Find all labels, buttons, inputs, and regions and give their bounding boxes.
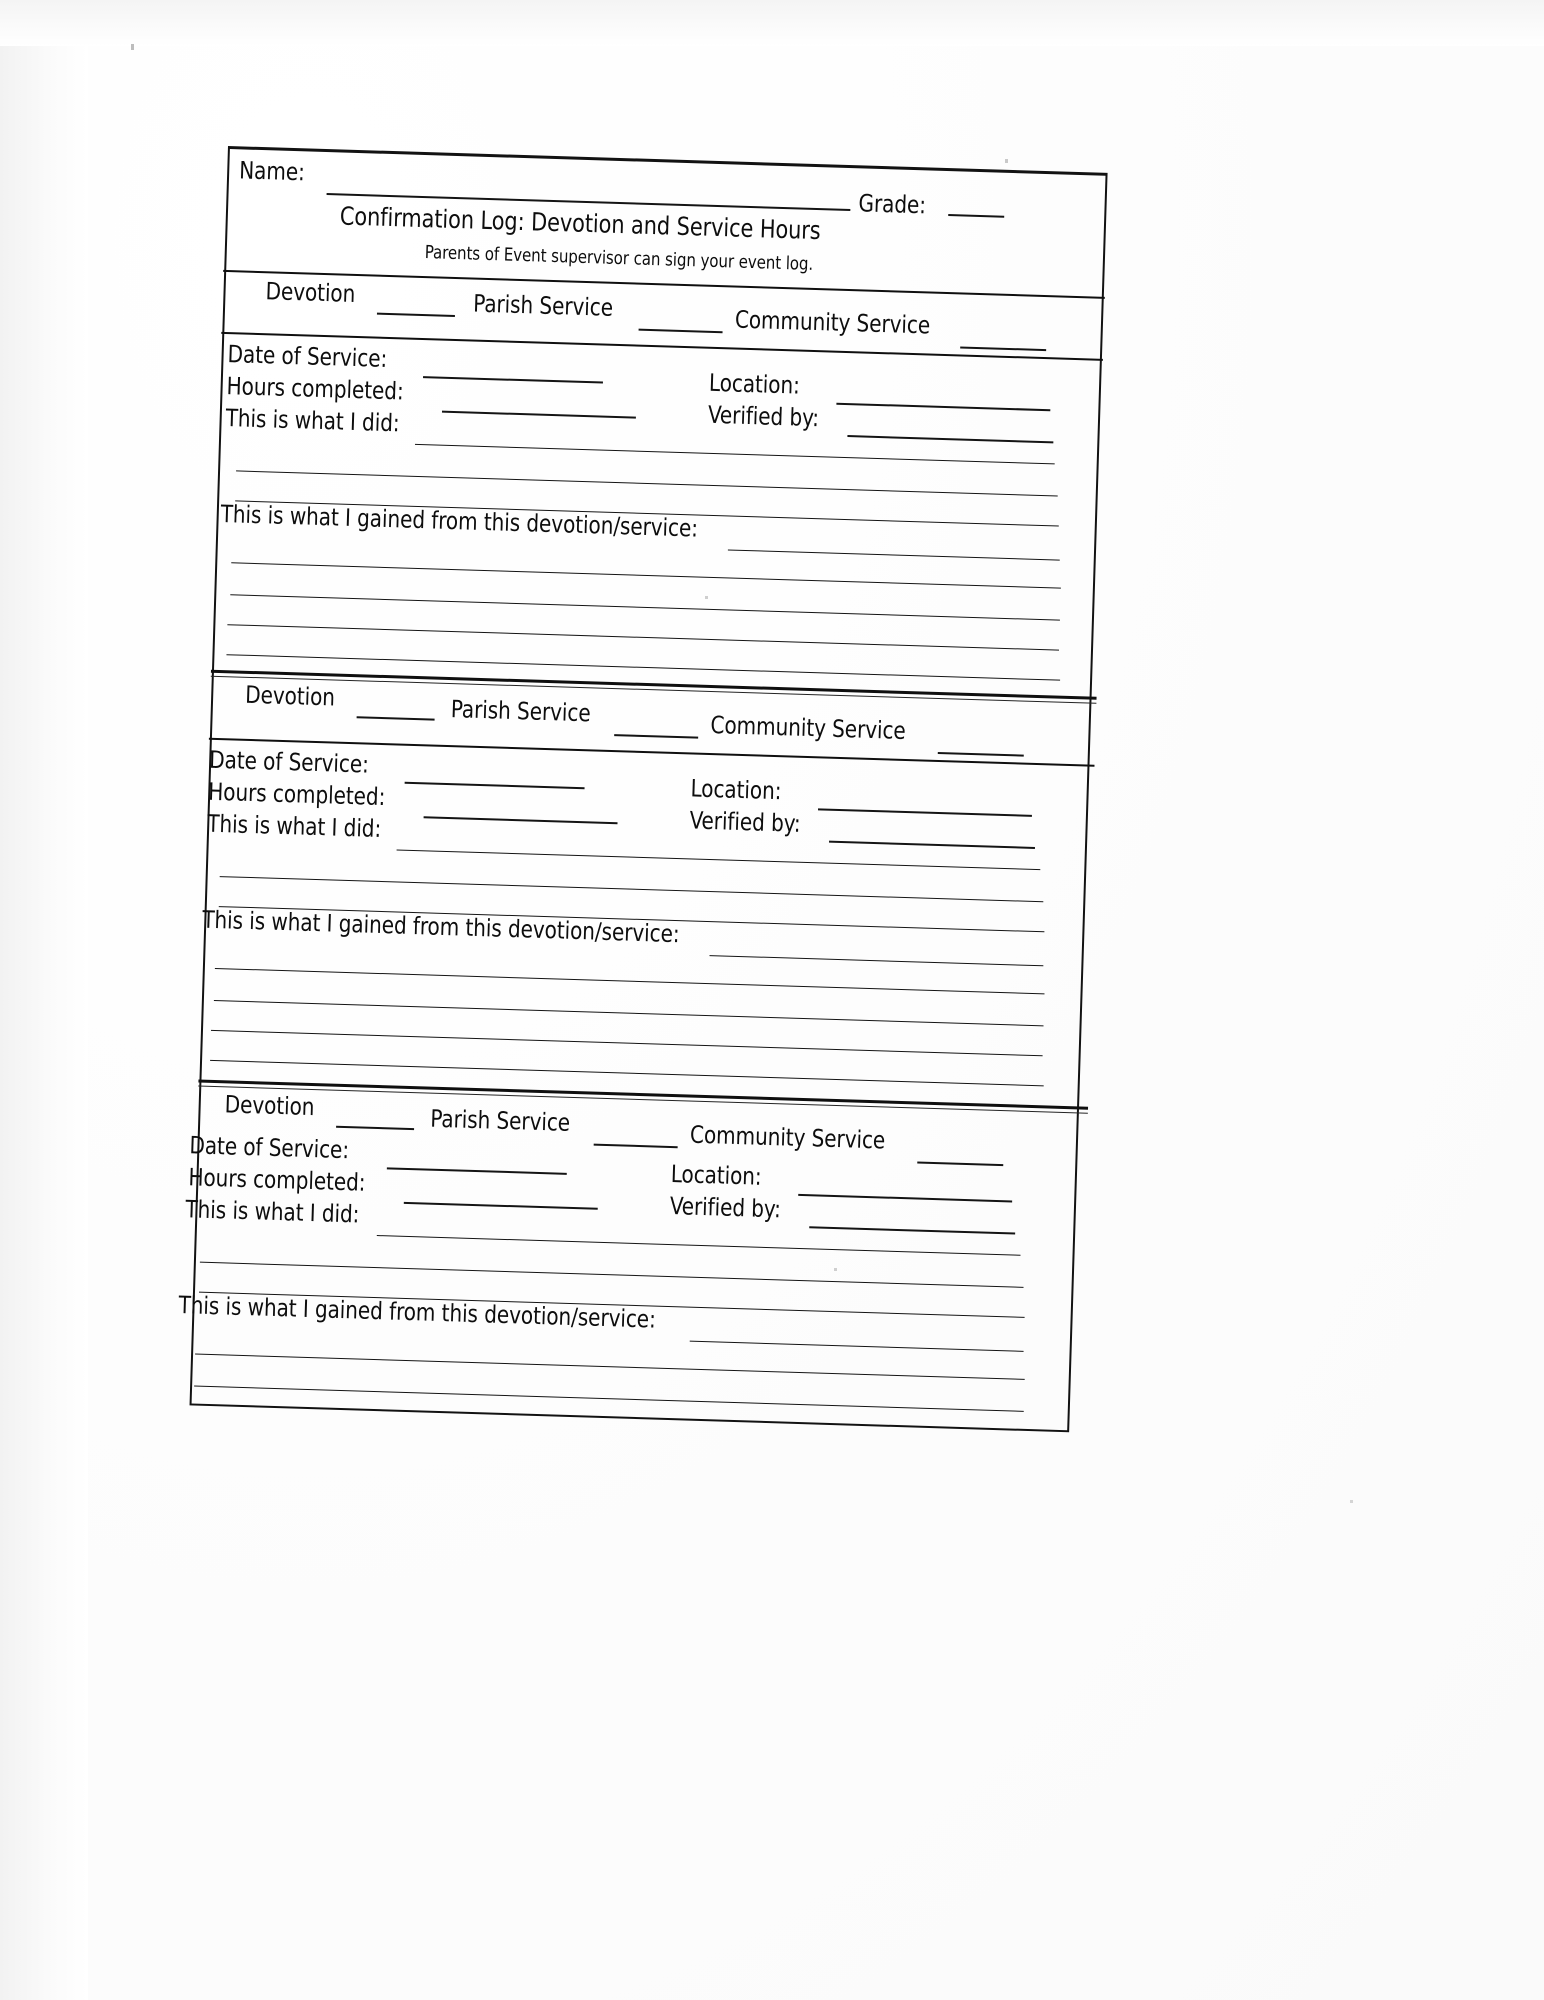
scan-left-shadow — [0, 0, 88, 2000]
hours-completed-label: Hours completed: — [207, 777, 386, 812]
parish-service-label: Parish Service — [450, 695, 592, 728]
what-i-gained-label: This is what I gained from this devotion/service: — [178, 1291, 657, 1334]
scan-artifact-speck — [1005, 159, 1008, 163]
date-of-service-label: Date of Service: — [227, 340, 388, 373]
confirmation-log-form — [178, 146, 1108, 1432]
what-i-did-label: This is what I did: — [225, 404, 400, 438]
location-label: Location: — [690, 774, 782, 806]
scan-top-shadow — [0, 0, 1544, 46]
location-label: Location: — [708, 368, 801, 400]
what-i-did-label: This is what I did: — [206, 809, 382, 843]
date-of-service-label: Date of Service: — [208, 745, 370, 779]
community-service-label: Community Service — [689, 1120, 886, 1155]
devotion-label: Devotion — [224, 1090, 315, 1122]
devotion-label: Devotion — [244, 680, 336, 712]
what-i-gained-label: This is what I gained from this devotion/service: — [220, 499, 699, 543]
devotion-label: Devotion — [265, 277, 356, 308]
name-label: Name: — [238, 156, 306, 187]
parish-service-label: Parish Service — [472, 289, 614, 322]
verified-by-label: Verified by: — [669, 1191, 782, 1224]
what-i-gained-label: This is what I gained from this devotion/service: — [201, 905, 680, 949]
parish-service-label: Parish Service — [429, 1104, 571, 1137]
date-of-service-label: Date of Service: — [189, 1131, 350, 1165]
community-service-label: Community Service — [734, 305, 931, 340]
what-i-did-label: This is what I did: — [185, 1195, 360, 1229]
page-title: Confirmation Log: Devotion and Service Hours — [339, 201, 822, 246]
verified-by-label: Verified by: — [707, 400, 820, 433]
page-subtitle: Parents of Event supervisor can sign your event log. — [424, 242, 814, 275]
grade-label: Grade: — [858, 189, 927, 220]
scan-artifact-speck — [131, 44, 134, 50]
verified-by-label: Verified by: — [689, 806, 801, 838]
scan-artifact-speck — [1350, 1500, 1353, 1503]
community-service-label: Community Service — [710, 711, 907, 745]
hours-completed-label: Hours completed: — [188, 1163, 366, 1197]
hours-completed-label: Hours completed: — [226, 372, 405, 406]
location-label: Location: — [670, 1160, 763, 1191]
